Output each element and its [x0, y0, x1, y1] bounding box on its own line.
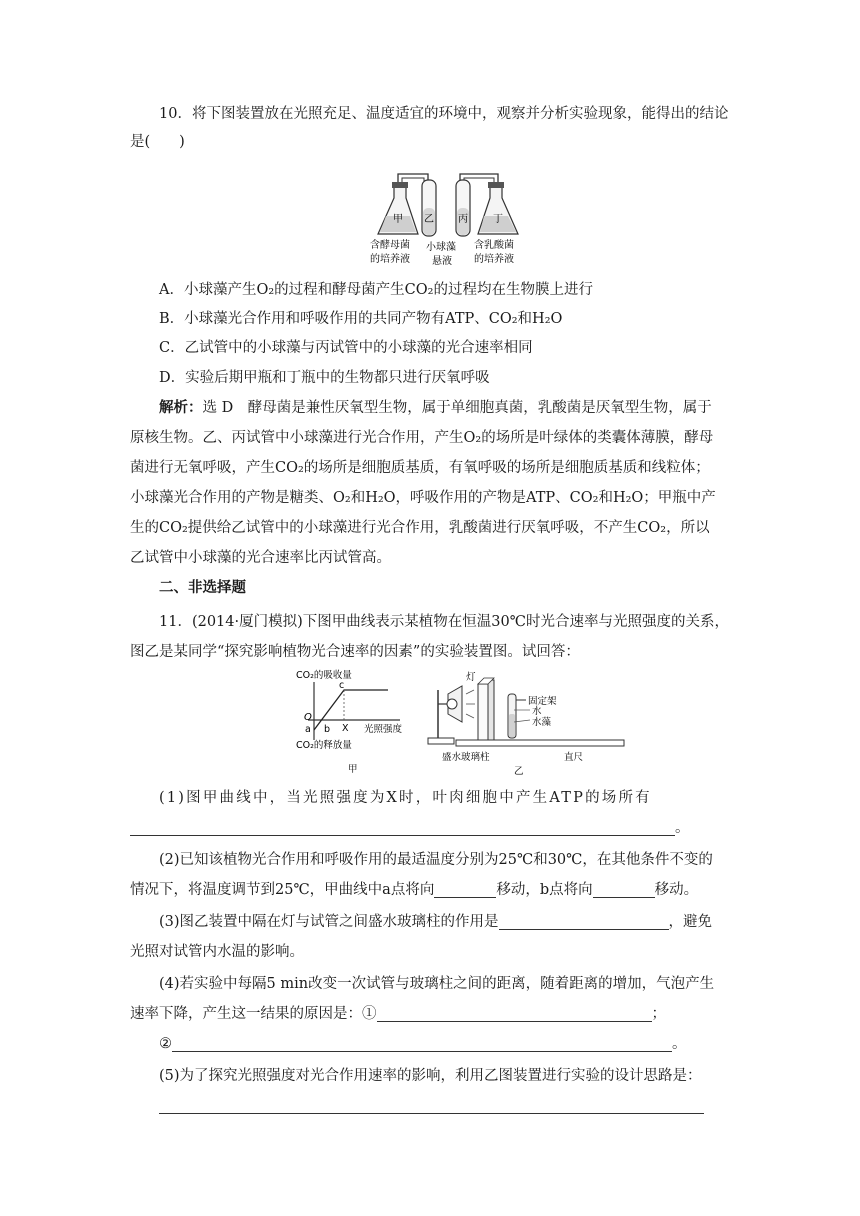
apparatus-glass-label: 盛水玻璃柱: [442, 752, 490, 763]
sub2-text-1: 情况下，将温度调节到25℃，甲曲线中a点将向: [130, 882, 435, 898]
sub1-end: 。: [675, 820, 690, 836]
q11-stem-line-2: 图乙是某同学“探究影响植物光合速率的因素”的实验装置图。试回答：: [130, 644, 580, 660]
apparatus-caption: 乙: [514, 766, 524, 777]
q10-analysis-line-5: 生的CO₂提供给乙试管中的小球藻进行光合作用，乳酸菌进行厌氧呼吸，不产生CO₂，所以: [130, 520, 710, 536]
q11-sub1-line-2: [130, 814, 740, 842]
apparatus-algae-label: 水藻: [532, 717, 552, 728]
q11-sub5-line-2: [130, 1092, 740, 1120]
sub3-blank[interactable]: [499, 911, 669, 930]
sub2-blank-a[interactable]: [434, 879, 496, 898]
sub4-blank-1[interactable]: [377, 1003, 652, 1022]
caption-mid-2: 悬液: [432, 256, 452, 267]
graph-point-x: X: [342, 723, 349, 734]
sub3-text-2: ，避免: [668, 914, 713, 930]
tube-right-label: 丙: [458, 214, 468, 225]
q10-apparatus-figure: [370, 164, 530, 272]
sub5-answer-blank[interactable]: [159, 1095, 704, 1114]
q11-sub2-line-1: (2)已知该植物光合作用和呼吸作用的最适温度分别为25℃和30℃，在其他条件不变的: [159, 852, 713, 868]
caption-left-2: 的培养液: [370, 254, 410, 265]
graph-caption: 甲: [348, 764, 358, 775]
analysis-label: 解析：: [159, 399, 203, 416]
caption-right-2: 的培养液: [474, 254, 514, 265]
graph-x-axis-label: 光照强度: [364, 724, 403, 735]
apparatus-yi: [426, 670, 626, 780]
sub1-answer-blank[interactable]: [130, 817, 675, 836]
section-title: 二、非选择题: [159, 579, 246, 596]
apparatus-ruler-label: 直尺: [564, 752, 584, 763]
caption-mid-1: 小球藻: [426, 242, 456, 253]
graph-point-b: b: [324, 724, 331, 735]
q10-analysis-line-2: 原核生物。乙、丙试管中小球藻进行光合作用，产生O₂的场所是叶绿体的类囊体薄膜，酵母: [130, 430, 714, 446]
graph-jia: [292, 668, 422, 780]
q10-option-a: A．小球藻产生O₂的过程和酵母菌产生CO₂的过程均在生物膜上进行: [159, 282, 593, 298]
apparatus-stand-label: 固定架: [528, 696, 557, 707]
analysis-text-1: 选 D 酵母菌是兼性厌氧型生物，属于单细胞真菌，乳酸菌是厌氧型生物，属于: [202, 400, 712, 416]
q11-sub3-line-2: 光照对试管内水温的影响。: [130, 944, 304, 960]
sub4-blank-2[interactable]: [172, 1033, 672, 1052]
sub2-text-2: 移动，b点将向: [496, 882, 593, 898]
q10-option-b: B．小球藻光合作用和呼吸作用的共同产物有ATP、CO₂和H₂O: [159, 311, 563, 327]
graph-point-c: c: [339, 680, 345, 691]
q10-analysis-line-4: 小球藻光合作用的产物是糖类、O₂和H₂O，呼吸作用的产物是ATP、CO₂和H₂O；甲瓶中产: [130, 490, 716, 506]
sub4-text-2: ；: [651, 1006, 666, 1022]
caption-right-1: 含乳酸菌: [474, 240, 514, 251]
q10-option-d: D．实验后期甲瓶和丁瓶中的生物都只进行厌氧呼吸: [159, 370, 490, 386]
graph-y-top-label: CO₂的吸收量: [296, 670, 352, 681]
sub2-text-3: 移动。: [654, 882, 699, 898]
q11-stem-line-1: 11．(2014·厦门模拟)下图甲曲线表示某植物在恒温30℃时光合速率与光照强度的关系，: [159, 614, 729, 630]
apparatus-water-label: 水: [532, 706, 542, 717]
q11-sub3-line-1: [130, 908, 740, 936]
graph-y-bottom-label: CO₂的释放量: [296, 740, 352, 751]
sub4-text-4: 。: [672, 1036, 687, 1052]
sub3-text-1: (3)图乙装置中隔在灯与试管之间盛水玻璃柱的作用是: [159, 914, 499, 930]
q10-option-c: C．乙试管中的小球藻与丙试管中的小球藻的光合速率相同: [159, 340, 533, 356]
q11-sub5-line-1: (5)为了探究光照强度对光合作用速率的影响，利用乙图装置进行实验的设计思路是：: [159, 1068, 702, 1084]
flask-right-label: 丁: [493, 214, 503, 225]
q11-sub1-line-1: (1)图甲曲线中，当光照强度为X时，叶肉细胞中产生ATP的场所有: [159, 790, 652, 806]
graph-origin-label: O: [304, 712, 312, 723]
sub4-text-3: ②: [159, 1036, 172, 1052]
q10-analysis-line-6: 乙试管中小球藻的光合速率比丙试管高。: [130, 550, 391, 566]
q11-sub4-line-1: (4)若实验中每隔5 min改变一次试管与玻璃柱之间的距离，随着距离的增加，气泡产生: [159, 976, 715, 992]
q10-analysis-line-3: 菌进行无氧呼吸，产生CO₂的场所是细胞质基质，有氧呼吸的场所是细胞质基质和线粒体；: [130, 460, 710, 476]
q11-sub4-line-2: [130, 1000, 740, 1028]
sub2-blank-b[interactable]: [593, 879, 655, 898]
q11-sub2-line-2: [130, 876, 740, 904]
caption-left-1: 含酵母菌: [370, 240, 410, 251]
graph-point-a: a: [305, 724, 311, 735]
q10-analysis-line-1: [130, 394, 740, 422]
flask-left-label: 甲: [393, 214, 403, 225]
q11-sub4-line-3: [130, 1030, 740, 1058]
sub4-text-1: 速率下降，产生这一结果的原因是：①: [130, 1006, 377, 1022]
tube-left-label: 乙: [424, 214, 434, 225]
apparatus-lamp-label: 灯: [466, 672, 476, 683]
q10-stem: 10．将下图装置放在光照充足、温度适宜的环境中，观察并分析实验现象，能得出的结论是( ): [130, 106, 729, 150]
